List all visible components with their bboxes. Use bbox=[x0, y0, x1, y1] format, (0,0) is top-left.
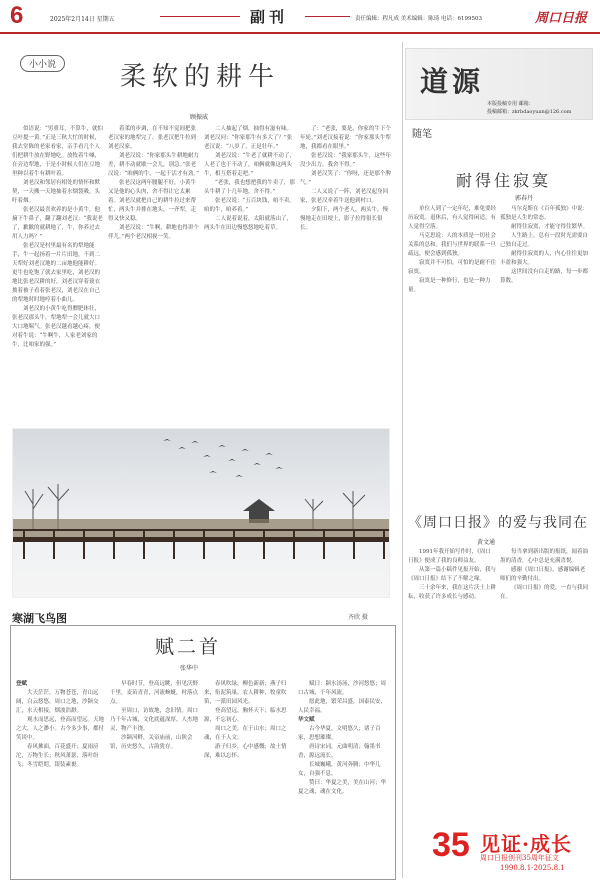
poem-paragraph: 沙颍河畔，关帝庙前，山陕会馆，历史悠久，古韵犹存。 bbox=[110, 735, 193, 750]
essay2-paragraph: 《周口日报》的爱，一直与我同在。 bbox=[500, 585, 589, 600]
photo-credit: 齐欣 摄 bbox=[348, 614, 368, 621]
essay-author: 郭春丹 bbox=[515, 195, 534, 202]
poem-paragraph: 春风吹绿，柳色新新；燕子归来，衔泥筑巢。农人耕种，牧童吹笛，一派田园风光。 bbox=[204, 681, 287, 705]
lake-birds-illustration bbox=[13, 429, 390, 598]
header-rule-left bbox=[160, 16, 240, 17]
essay-column-1 bbox=[408, 205, 496, 505]
poem-paragraph: 周口之美，在于山水；周口之魂，在于人文。 bbox=[204, 726, 287, 741]
poem-paragraph: 长城巍峨，黄河奔腾；中华儿女，自强不息。 bbox=[298, 762, 381, 777]
poem-paragraph: 古今华夏，文明悠久；诸子百家，思想璀璨。 bbox=[298, 726, 381, 741]
anniversary-subtitle: 周口日报创刊35周年征文 bbox=[480, 854, 559, 862]
poem-column-2 bbox=[110, 680, 200, 875]
poem-column-4 bbox=[298, 680, 390, 875]
story-paragraph: 刘老汉和邻居有相处的情怀和默契，一天搬一天地抽着水烟袋吸，头吁着烟。 bbox=[12, 180, 101, 204]
story-paragraph: 张老汉说：“我家那头牛，这些年没少出力，我舍不得。” bbox=[300, 153, 391, 168]
essay-paragraph: 单位人到了一定年纪，难免要经历寂寞。退休后，有人觉得闲适，有人觉得空落。 bbox=[408, 206, 496, 230]
essay-title: 耐得住寂寞 bbox=[456, 171, 552, 190]
story-paragraph: 刘老汉的小黄牛吃得膘肥体壮，张老汉那头牛，犁地犁一会儿就大口大口地喘气。张老汉越看越心疼，便对着牛说：“牛啊牛，人家老刘家的牛，比咱家的强。” bbox=[12, 306, 101, 348]
poem-paragraph: 春风拂面，百花盛开；夏雨滂沱，万物生长；秋风萧瑟，落叶纷飞；冬雪皑皑，银装素裹。 bbox=[16, 744, 99, 768]
story-paragraph: 刘老汉笑了：“你呀，还是那个脾气。” bbox=[300, 171, 391, 186]
submission-email: 投稿邮箱：zkrbdaoyuan@126.com bbox=[487, 109, 572, 115]
story-column-1 bbox=[12, 125, 104, 420]
lake-birds-photo bbox=[12, 428, 390, 598]
essay-paragraph: 寂寞是一种修行，也是一种力量。 bbox=[408, 278, 491, 293]
story-paragraph: “老张，我也想把我的牛卖了，那头牛耕了十几年地，舍不得。” bbox=[204, 180, 295, 195]
poem-title: 赋二首 bbox=[155, 636, 222, 658]
story-column-4 bbox=[300, 125, 392, 420]
story-paragraph: 二人抽起了烟，抽得有滋有味。刘老汉问：“你家那牛有多大了？”张老汉说：“八岁了，正是壮年。” bbox=[204, 126, 293, 150]
page-header bbox=[0, 0, 600, 34]
banner-editor-line: 本版投稿专用 邮箱： bbox=[487, 101, 534, 107]
poem-column-1 bbox=[16, 680, 106, 875]
poem-paragraph: 观水而思远，登高而望远。天地之大，人之渺小。古今多少事，都付笑谈中。 bbox=[16, 717, 105, 741]
poem-section-heading: 登赋 bbox=[16, 681, 28, 687]
anniversary-years: 1990.8.1-2025.8.1 bbox=[500, 864, 565, 872]
poem-paragraph: 登高望远，胸怀天下；临水思源，不忘初心。 bbox=[204, 708, 287, 723]
story-paragraph: 张老汉说：“五百块钱，咱不卖。咱的牛，咱养着。” bbox=[204, 198, 295, 213]
story-paragraph: 夕阳下，两个老人，两头牛，慢慢地走在田埂上，影子拉得很长很长。 bbox=[300, 207, 389, 231]
essay2-author: 黄文通 bbox=[477, 539, 496, 546]
story-paragraph: 刘老汉说：“牛啊，耕地也得讲个伴儿。”两个老汉相视一笑。 bbox=[108, 225, 199, 240]
poem-paragraph: 愿此地，繁荣昌盛，国泰民安，人民幸福。 bbox=[298, 699, 387, 714]
essay2-paragraph: 感谢《周口日报》，感谢编辑老师们的辛勤付出。 bbox=[500, 567, 586, 582]
essay-paragraph: 耐得住寂寞的人，内心往往更加丰盈和强大。 bbox=[500, 251, 589, 266]
column-title: 道源 bbox=[420, 65, 485, 98]
poem-author: 张华中 bbox=[180, 665, 199, 672]
essay-paragraph: 马克思说：人的本质是一切社会关系的总和。我们与世界的联系一旦疏远，便会感到孤独。 bbox=[408, 233, 496, 257]
essay-paragraph: 寂寞并不可怕，可怕的是耐不住寂寞。 bbox=[408, 260, 496, 275]
story-paragraph: 似语说：“男重耳，不算牛，就怕豆叶提一黄。”正是三秋大忙的时候，我去堂陈的老家看家，亲手看几个人们把耕牛放在野地吃。放牧着牛嗓，在旁边犁地，于是小时候人们在豆地里种以着牛有耕叶着。 bbox=[12, 126, 103, 177]
story-title: 柔软的耕牛 bbox=[120, 62, 281, 92]
story-tag: 小小说 bbox=[20, 55, 65, 72]
story-paragraph: 刘老汉说：“牛老了就耕不动了，人老了也干不动了，咱俩就像这两头牛，相互搭着走吧。” bbox=[204, 153, 295, 177]
newspaper-logo: 周口日报 bbox=[535, 11, 588, 26]
poem-paragraph: 至周口，访故地，念旧情。周口乃千年古城，文化底蕴深厚，人杰地灵，物产丰饶。 bbox=[110, 708, 199, 732]
poem-column-3 bbox=[204, 680, 294, 875]
page-number: 6 bbox=[10, 2, 24, 29]
story-paragraph: 张老汉最喜欢养的是小黄牛，他摘下牛鼻子，翻了翻刘老汉：“我说老了，歉歉的就耕地了，牛，你养过去用人力吗？” bbox=[12, 207, 103, 240]
flying-birds bbox=[163, 439, 283, 477]
essay2-paragraph: 从第一篇小稿件见报开始，我与《周口日报》结下了不解之缘。 bbox=[408, 567, 496, 582]
anniversary-number: 35 bbox=[432, 826, 470, 864]
story-paragraph: 了：“老张，要是，你家的牛下个年轮。”刘老汉接着说：“你家那头牛犁地，我都看在眼里。” bbox=[300, 126, 391, 150]
story-paragraph: 二人说着说着，太阳就落山了，两头牛在田边慢悠悠地吃着草。 bbox=[204, 216, 293, 231]
story-paragraph: 张老汉是村里最有名的犁地能手，牛一起扬着一片片田地，不到二天犁好刘老汉地的二亩地他能耕好。更牛也吃饱了就去家里吃，刘老汉的地比张老汉耕的好，刘老汉穿着蓑衣披着被子看着张老汉，刘老汉在自己的犁地时时地哼着小曲儿。 bbox=[12, 243, 101, 303]
poem-paragraph: 游子归乡，心中感慨；故土情深，难以忘怀。 bbox=[204, 744, 287, 759]
section-name: 副刊 bbox=[250, 8, 289, 26]
anniversary-slogan: 见证·成长 bbox=[480, 832, 572, 856]
essay2-title: 《周口日报》的爱与我同在 bbox=[408, 515, 588, 531]
poem-paragraph: 大天茫茫，万物苍苍，青山远阔，白云悠悠。周口之地，沙颍交汇，水天相接，烟波浩渺。 bbox=[16, 690, 99, 714]
anniversary-badge bbox=[432, 826, 592, 876]
issue-date: 2025年2月14日 星期五 bbox=[50, 16, 115, 23]
poem-paragraph: 早春时节，登高远眺，但见沃野千里，麦苗青青，河流蜿蜒，村落点点。 bbox=[110, 681, 199, 705]
essay-paragraph: 耐得住寂寞，才能守得住繁华。 bbox=[511, 224, 589, 230]
essay-tag: 随笔 bbox=[412, 129, 432, 140]
header-rule-right bbox=[305, 16, 350, 17]
essay2-column-1 bbox=[408, 548, 496, 818]
editor-credits: 责任编辑：程凡成 美术编辑：陈琦 电话：6199503 bbox=[355, 16, 482, 22]
essay2-paragraph: 1991年我开始写作时，《周口日报》便成了我的良师益友。 bbox=[408, 549, 491, 564]
poem-paragraph: 赋曰：颍水汤汤，沙河悠悠；周口古城，千年风流。 bbox=[298, 681, 387, 696]
story-paragraph: 着柔的步调，在不知不觉间把张老汉家的地犁完了。张老汉把牛拉到刘老汉家。 bbox=[108, 126, 197, 150]
story-paragraph: 二人又说了一阵，刘老汉起身回家，张老汉牵着牛送他到村口。 bbox=[300, 189, 389, 204]
poem-paragraph: 唐诗宋词，元曲明清；翰墨书香，源远流长。 bbox=[298, 744, 381, 759]
photo-caption: 寒湖飞鸟图 bbox=[12, 613, 67, 625]
essay2-paragraph: 三十余年来，我在这片沃土上耕耘，收获了许多成长与感动。 bbox=[408, 585, 496, 600]
essay-paragraph: 这世间没有白走的路，每一步都算数。 bbox=[500, 269, 589, 284]
story-paragraph: 刘老汉说：“你家那头牛耕地耐力差，耕不动就歇一会儿，别急。”张老汉说：“咱俩的牛，一起干活才有劲。” bbox=[108, 153, 199, 177]
essay-column-2 bbox=[500, 205, 590, 505]
essay2-column-2 bbox=[500, 548, 590, 818]
essay2-paragraph: 每当拿到新出版的报纸，闻着油墨的清香，心中总是充满喜悦。 bbox=[500, 549, 589, 564]
story-column-3 bbox=[204, 125, 296, 420]
story-author: 顾振威 bbox=[190, 114, 209, 121]
poem-section-heading: 华文赋 bbox=[298, 717, 315, 723]
story-column-2 bbox=[108, 125, 200, 420]
essay-paragraph: 人生路上，总有一段时光需要自己独自走过。 bbox=[500, 233, 589, 248]
poem-paragraph: 赞曰：华夏之美，美在山河；华夏之魂，魂在文化。 bbox=[298, 780, 387, 795]
story-paragraph: 张老汉这两年腰腿不好，小黄牛又是他的心头肉，舍不得让它太累着。刘老汉就把自己的耕牛拉过来帮忙，两头牛并排在地头，一齐犁，走得又快又稳。 bbox=[108, 180, 197, 222]
essay-paragraph: 马尔克斯在《百年孤独》中说：孤独是人生的常态。 bbox=[500, 206, 589, 221]
